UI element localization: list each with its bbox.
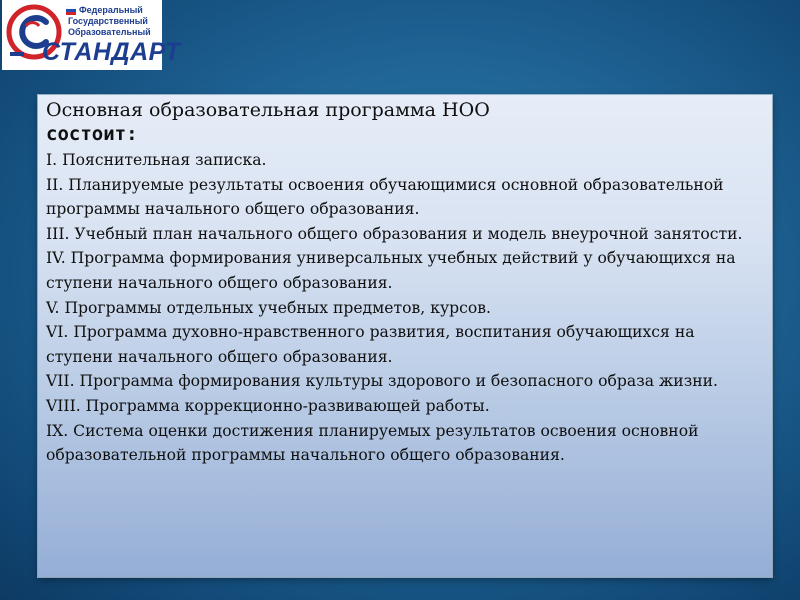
slide-title-bold: состоит: <box>46 123 138 145</box>
slide-title: Основная образовательная программа НОО <box>46 99 490 121</box>
list-item: IX. Система оценки достижения планируемых результатов освоения основной образовательной программы начального общего образования. <box>46 421 699 465</box>
list-item: II. Планируемые результаты освоения обучающимися основной образовательной программы начального общего образования. <box>46 175 724 219</box>
list-item: IV. Программа формирования универсальных учебных действий у обучающихся на ступени начального общего образования. <box>46 249 736 292</box>
logo-line-3: Образовательный <box>68 27 151 37</box>
list-item: VII. Программа формирования культуры здорового и безопасного образа жизни. <box>46 372 718 391</box>
list-item: VI. Программа духовно-нравственного развития, воспитания обучающихся на ступени начального общего образования. <box>46 323 695 366</box>
content-panel <box>38 95 772 577</box>
list-item: V. Программы отдельных учебных предметов, курсов. <box>46 298 491 317</box>
fgos-logo <box>2 0 181 70</box>
logo-line-1: Федеральный <box>79 5 143 15</box>
russian-flag-icon <box>66 6 76 15</box>
list-item: I. Пояснительная записка. <box>46 151 267 169</box>
list-item: III. Учебный план начального общего образования и модель внеурочной занятости. <box>46 224 743 243</box>
logo-wordmark: СТАНДАРТ <box>42 38 181 66</box>
logo-line-2: Государственный <box>68 16 148 26</box>
list-item: VIII. Программа коррекционно-развивающей работы. <box>46 396 490 415</box>
